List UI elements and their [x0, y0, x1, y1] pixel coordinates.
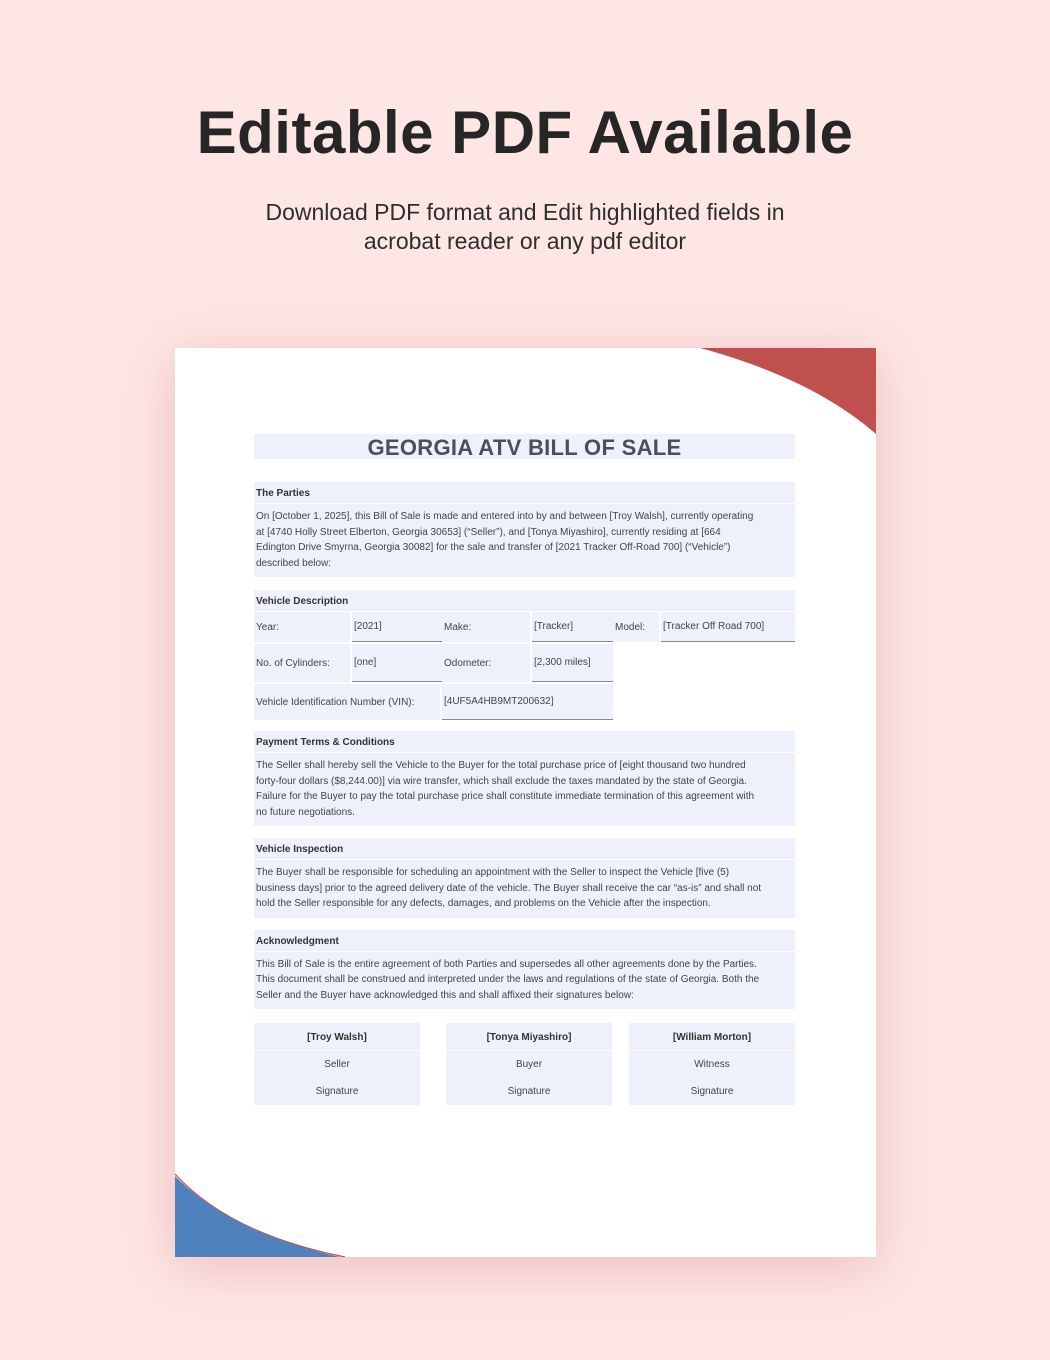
signer-role: Witness	[694, 1059, 730, 1070]
signer-role: Seller	[324, 1059, 350, 1070]
top-right-red-swoosh	[700, 348, 876, 434]
signature-field[interactable]: Signature	[315, 1086, 359, 1097]
cylinders-label: No. of Cylinders:	[254, 644, 350, 682]
signer-name-field[interactable]: [William Morton]	[629, 1023, 795, 1051]
section-acknowledgment	[254, 930, 795, 1010]
text-line: The Seller shall hereby sell the Vehicle to the Buyer for the total purchase price of [eight thousand two hundred	[256, 760, 746, 771]
section-text[interactable]	[254, 952, 795, 1010]
signature-block-seller	[254, 1023, 420, 1105]
text-line: Seller and the Buyer have acknowledged this and shall affixed their signatures below:	[256, 989, 634, 1001]
section-text[interactable]	[254, 753, 795, 826]
section-heading: Acknowledgment	[254, 930, 795, 952]
vin-field[interactable]: [4UF5A4HB9MT200632]	[442, 684, 613, 720]
cylinders-field[interactable]: [one]	[352, 644, 442, 682]
text-line: no future negotiations.	[256, 806, 355, 818]
text-line: The Buyer shall be responsible for scheduling an appointment with the Seller to inspect the Vehicle [five (5)	[256, 867, 730, 878]
text-line: at [4740 Holly Street Elberton, Georgia 30653] (“Seller”), and [Tonya Miyashiro], currently residing at [664	[256, 526, 721, 538]
year-label: Year:	[254, 612, 350, 642]
make-label: Make:	[442, 612, 530, 642]
text-line: hold the Seller responsible for any defects, damages, and problems on the Vehicle after the inspection.	[256, 898, 711, 909]
section-heading: The Parties	[254, 482, 795, 504]
text-line: forty-four dollars ($8,244.00)] via wire transfer, which shall exclude the taxes mandated by the state of Georgia.	[256, 775, 747, 787]
signer-name-field[interactable]: [Tonya Miyashiro]	[446, 1023, 612, 1051]
bill-of-sale	[254, 434, 795, 1009]
bottom-left-blue-swoosh	[175, 1176, 340, 1257]
signature-block-witness	[629, 1023, 795, 1105]
section-text[interactable]	[254, 860, 795, 918]
signer-role: Buyer	[515, 1059, 543, 1070]
section-vehicle-inspection	[254, 838, 795, 918]
text-line: This Bill of Sale is the entire agreement of both Parties and supersedes all other agreements done by the Parties.	[256, 958, 757, 970]
vehicle-fields	[254, 612, 795, 720]
model-field[interactable]: [Tracker Off Road 700]	[661, 612, 795, 642]
text-line: On [October 1, 2025], this Bill of Sale is made and entered into by and between [Troy Walsh], currently operating	[256, 511, 754, 522]
text-line: This document shall be construed and interpreted under the laws and regulations of the state of Georgia. Both the	[256, 974, 760, 985]
section-heading: Vehicle Inspection	[254, 838, 795, 860]
subtitle-line-1: Download PDF format and Edit highlighted fields in	[265, 199, 785, 225]
model-label: Model:	[613, 612, 659, 642]
signature-blocks	[254, 1023, 795, 1105]
make-field[interactable]: [Tracker]	[532, 612, 613, 642]
text-line: described below:	[256, 557, 332, 569]
text-line: Failure for the Buyer to pay the total purchase price shall constitute immediate termination of this agreement with	[256, 791, 755, 802]
signature-field[interactable]: Signature	[690, 1086, 734, 1097]
signature-field[interactable]: Signature	[507, 1086, 551, 1097]
odometer-label: Odometer:	[442, 644, 530, 682]
page-subtitle	[200, 198, 850, 256]
odometer-field[interactable]: [2,300 miles]	[532, 644, 613, 682]
document-preview[interactable]	[175, 348, 876, 1257]
section-text[interactable]	[254, 504, 795, 577]
signer-name-field[interactable]: [Troy Walsh]	[254, 1023, 420, 1051]
page-headline: Editable PDF Available	[196, 99, 854, 166]
section-heading: Vehicle Description	[254, 590, 795, 612]
section-heading: Payment Terms & Conditions	[254, 731, 795, 753]
year-field[interactable]: [2021]	[352, 612, 442, 642]
subtitle-line-2: acrobat reader or any pdf editor	[363, 228, 687, 254]
document-title: GEORGIA ATV BILL OF SALE	[254, 434, 795, 459]
section-parties	[254, 482, 795, 577]
section-vehicle-description	[254, 590, 795, 720]
vin-label: Vehicle Identification Number (VIN):	[254, 684, 440, 720]
text-line: Edington Drive Smyrna, Georgia 30082] for the sale and transfer of [2021 Tracker Off-Road 700] (“Vehicle”)	[256, 542, 731, 553]
section-payment-terms	[254, 731, 795, 826]
text-line: business days] prior to the agreed delivery date of the vehicle. The Buyer shall receive the car “as-is” and shall not	[256, 882, 762, 894]
signature-block-buyer	[446, 1023, 612, 1105]
